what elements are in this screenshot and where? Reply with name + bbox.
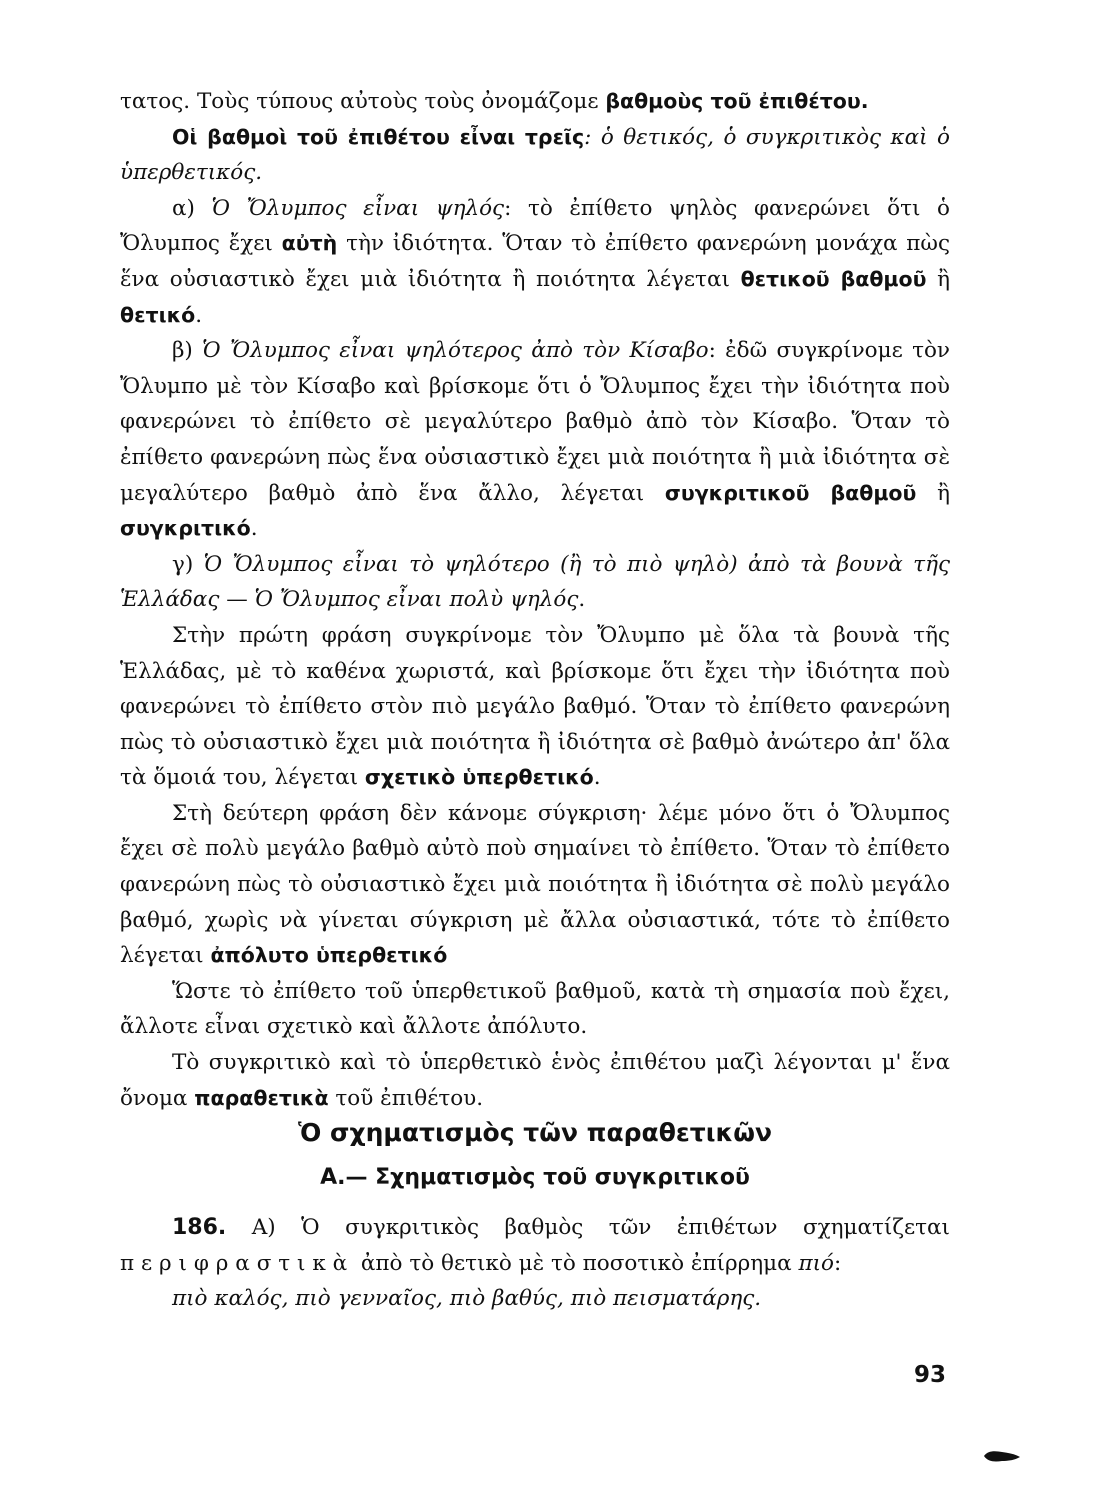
gamma-example3: Ὁ Ὄλυμπος εἶναι πολὺ ψηλός	[254, 587, 579, 613]
gamma-paragraph	[120, 547, 950, 618]
beta-text2: ἢ	[916, 480, 950, 506]
alpha-bold-word: αὐτὴ	[281, 231, 338, 256]
term-absolute-superlative: ἀπόλυτο ὑπερθετικό	[210, 943, 448, 968]
section-number: 186.	[172, 1215, 227, 1240]
body-text	[120, 84, 950, 1116]
ink-blot-icon	[982, 1442, 1022, 1470]
alpha-paragraph	[120, 191, 950, 333]
intro-paragraph	[120, 84, 950, 120]
section-186-text: Ὁ συγκριτικὸς βαθμὸς τῶν ἐπιθέτων σχηματίζεται	[301, 1215, 950, 1240]
section-186-label: Α)	[226, 1215, 302, 1240]
degrees-list: : ὁ θετικός, ὁ συγκριτικὸς καὶ ὁ ὑπερθετικός.	[120, 124, 950, 186]
alpha-text: : τὸ ἐπίθετο ψηλὸς φανερώνει ὅτι ὁ Ὄλυμπος ἔχει	[120, 195, 950, 257]
term-comparative-degree: συγκριτικοῦ βαθμοῦ	[664, 480, 917, 505]
term-comparative: συγκριτικό	[120, 516, 251, 541]
alpha-example: Ὁ Ὄλυμπος εἶναι ψηλός	[211, 195, 505, 221]
so-paragraph: Ὥστε τὸ ἐπίθετο τοῦ ὑπερθετικοῦ βαθμοῦ, κατὰ τὴ σημασία ποὺ ἔχει, ἄλλοτε εἶναι σχετικὸ καὶ ἄλλοτε ἀπόλυτο.	[120, 978, 950, 1040]
together-text2: τοῦ ἐπιθέτου.	[328, 1085, 484, 1111]
term-positive: θετικό	[120, 302, 196, 327]
section-186-examples: πιὸ καλός, πιὸ γενναῖος, πιὸ βαθύς, πιὸ πεισματάρης.	[172, 1286, 762, 1312]
beta-end: .	[250, 516, 258, 542]
section-186-adverb: πιό	[798, 1250, 834, 1276]
section-186-colon: :	[834, 1250, 842, 1276]
together-paragraph	[120, 1045, 950, 1116]
second-phrase-paragraph	[120, 796, 950, 974]
first-phrase-paragraph	[120, 618, 950, 796]
beta-example: Ὁ Ὄλυμπος εἶναι ψηλότερος ἀπὸ τὸν Κίσαβο	[202, 338, 709, 364]
alpha-end: .	[195, 302, 203, 328]
intro-text: τατος. Τοὺς τύπους αὐτοὺς τοὺς ὀνομάζομε	[120, 89, 606, 114]
beta-paragraph	[120, 333, 950, 547]
gamma-paren: (ἢ τὸ πιὸ ψηλὸ)	[549, 551, 748, 577]
section-heading: Ὁ σχηματισμὸς τῶν παραθετικῶν	[298, 1118, 772, 1147]
first-phrase-text: Στὴν πρώτη φράση συγκρίνομε τὸν Ὄλυμπο μὲ ὅλα τὰ βουνὰ τῆς Ἑλλάδας, μὲ τὸ καθένα χωριστά, καὶ βρίσκομε ὅτι ἔχει τὴν ἰδιότητα ποὺ φανερώνει τὸ ἐπίθετο στὸν πιὸ μεγάλο βαθμό. Ὅταν τὸ ἐπίθετο φανερώνη πὼς τὸ οὐσιαστικὸ ἔχει μιὰ ποιότητα ἢ ἰδιότητα σὲ βαθμὸ ἀνώτερο ἀπ' ὅλα τὰ ὅμοιά του, λέγεται	[120, 622, 950, 791]
beta-label: β)	[172, 338, 203, 364]
section-186-spaced-word: περιφραστικὰ	[120, 1250, 355, 1276]
beta-text: : ἐδῶ συγκρίνομε τὸν Ὄλυμπο μὲ τὸν Κίσαβο καὶ βρίσκομε ὅτι ὁ Ὄλυμπος ἔχει τὴν ἰδιότητα ποὺ φανερώνει τὸ ἐπίθετο σὲ μεγαλύτερο βαθμὸ ἀπὸ τὸν Κίσαβο. Ὅταν τὸ ἐπίθετο φανερώνη πὼς ἕνα οὐσιαστικὸ ἔχει μιὰ ποιότητα ἢ μιὰ ἰδιότητα σὲ μεγαλύτερο βαθμὸ ἀπὸ ἕνα ἄλλο, λέγεται	[120, 338, 950, 506]
term-degrees-of-comparison: παραθετικὰ	[194, 1085, 329, 1110]
alpha-text3: ἢ	[926, 266, 950, 292]
section-186-text2: ἀπὸ τὸ θετικὸ μὲ τὸ ποσοτικὸ ἐπίρρημα	[354, 1250, 799, 1276]
term-degrees: βαθμοὺς τοῦ ἐπιθέτου.	[605, 89, 869, 113]
section-186	[120, 1210, 950, 1317]
second-phrase-text: Στὴ δεύτερη φράση δὲν κάνομε σύγκριση· λέμε μόνο ὅτι ὁ Ὄλυμπος ἔχει σὲ πολὺ μεγάλο βαθμὸ αὐτὸ ποὺ σημαίνει τὸ ἐπίθετο. Ὅταν τὸ ἐπίθετο φανερώνη πὼς τὸ οὐσιαστικὸ ἔχει μιὰ ποιότητα ἢ ἰδιότητα σὲ πολὺ μεγάλο βαθμό, χωρὶς νὰ γίνεται σύγκριση μὲ ἄλλα οὐσιαστικά, τότε τὸ ἐπίθετο λέγεται	[120, 800, 950, 969]
degrees-paragraph	[120, 120, 950, 191]
gamma-dash: —	[219, 587, 255, 613]
term-relative-superlative: σχετικὸ ὑπερθετικό	[364, 765, 594, 790]
gamma-example1: Ὁ Ὄλυμπος εἶναι τὸ ψηλότερο	[203, 551, 550, 577]
first-phrase-end: .	[593, 765, 601, 791]
section-186-paragraph	[120, 1210, 950, 1281]
term-positive-degree: θετικοῦ βαθμοῦ	[740, 266, 927, 291]
gamma-label: γ)	[172, 551, 204, 577]
gamma-end: .	[578, 587, 586, 613]
section-subheading: Α.— Σχηματισμὸς τοῦ συγκριτικοῦ	[320, 1165, 750, 1190]
together-text: Τὸ συγκριτικὸ καὶ τὸ ὑπερθετικὸ ἑνὸς ἐπιθέτου μαζὶ λέγονται μ' ἕνα ὄνομα	[120, 1050, 950, 1111]
gamma-example2: ἀπὸ τὰ βουνὰ τῆς Ἑλλάδας	[120, 551, 950, 613]
alpha-text2: τὴν ἰδιότητα. Ὅταν τὸ ἐπίθετο φανερώνη μονάχα πὼς ἕνα οὐσιαστικὸ ἔχει μιὰ ἰδιότητα ἢ ποιότητα λέγεται	[120, 231, 951, 292]
alpha-label: α)	[172, 195, 212, 221]
page-number: 93	[913, 1362, 946, 1388]
degrees-heading: Οἱ βαθμοὶ τοῦ ἐπιθέτου εἶναι τρεῖς	[172, 124, 585, 149]
